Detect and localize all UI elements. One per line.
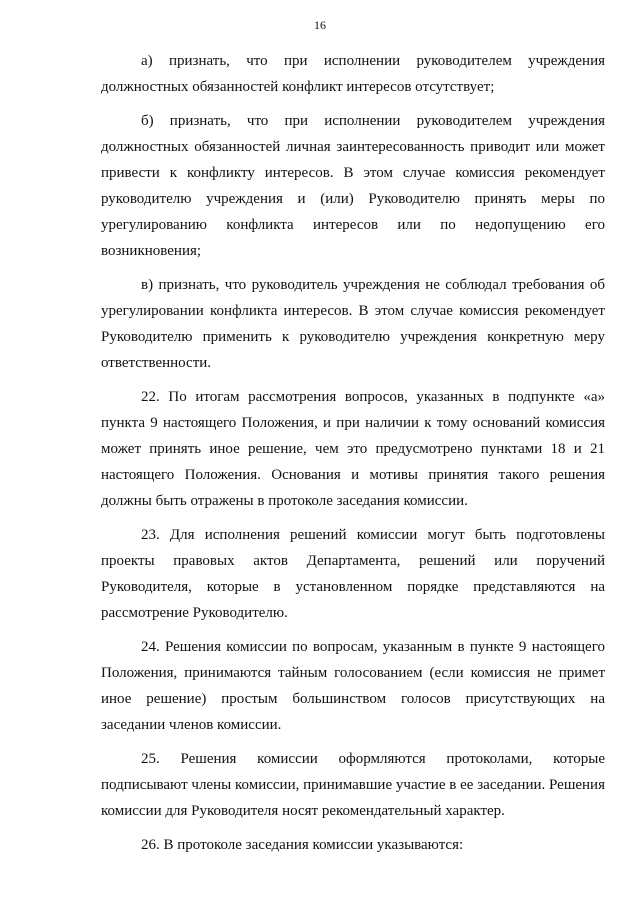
paragraph-26: 26. В протоколе заседания комиссии указываются: [141, 837, 464, 853]
paragraph-b: б) признать, что при исполнении руководителем учреждения должностных обязанностей личная заинтересованность приводит или может привести к конфликту интересов. В этом случае комиссия рекомендует руководителю учреждения и (или) Руководителю принять меры по урегулированию конфликта интересов или по недопущению его возникновения; [101, 113, 605, 259]
paragraph-23: 23. Для исполнения решений комиссии могут быть подготовлены проекты правовых актов Департамента, решений или поручений Руководителя, которые в установленном порядке представляются на рассмотрение Руководителю. [101, 527, 605, 621]
document-body [101, 48, 605, 864]
paragraph-a: а) признать, что при исполнении руководителем учреждения должностных обязанностей конфликт интересов отсутствует; [101, 53, 605, 95]
paragraph-v: в) признать, что руководитель учреждения не соблюдал требования об урегулировании конфликта интересов. В этом случае комиссия рекомендует Руководителю применить к руководителю учреждения конкретную меру ответственности. [101, 277, 605, 371]
paragraph-25: 25. Решения комиссии оформляются протоколами, которые подписывают члены комиссии, принимавшие участие в ее заседании. Решения комиссии для Руководителя носят рекомендательный характер. [101, 751, 605, 819]
paragraph-24: 24. Решения комиссии по вопросам, указанным в пункте 9 настоящего Положения, принимаются тайным голосованием (если комиссия не примет иное решение) простым большинством голосов присутствующих на заседании членов комиссии. [101, 639, 605, 733]
page-number: 16 [314, 18, 326, 32]
paragraph-22: 22. По итогам рассмотрения вопросов, указанных в подпункте «а» пункта 9 настоящего Положения, и при наличии к тому оснований комиссия может принять иное решение, чем это предусмотрено пунктами 18 и 21 настоящего Положения. Основания и мотивы принятия такого решения должны быть отражены в протоколе заседания комиссии. [101, 389, 605, 509]
